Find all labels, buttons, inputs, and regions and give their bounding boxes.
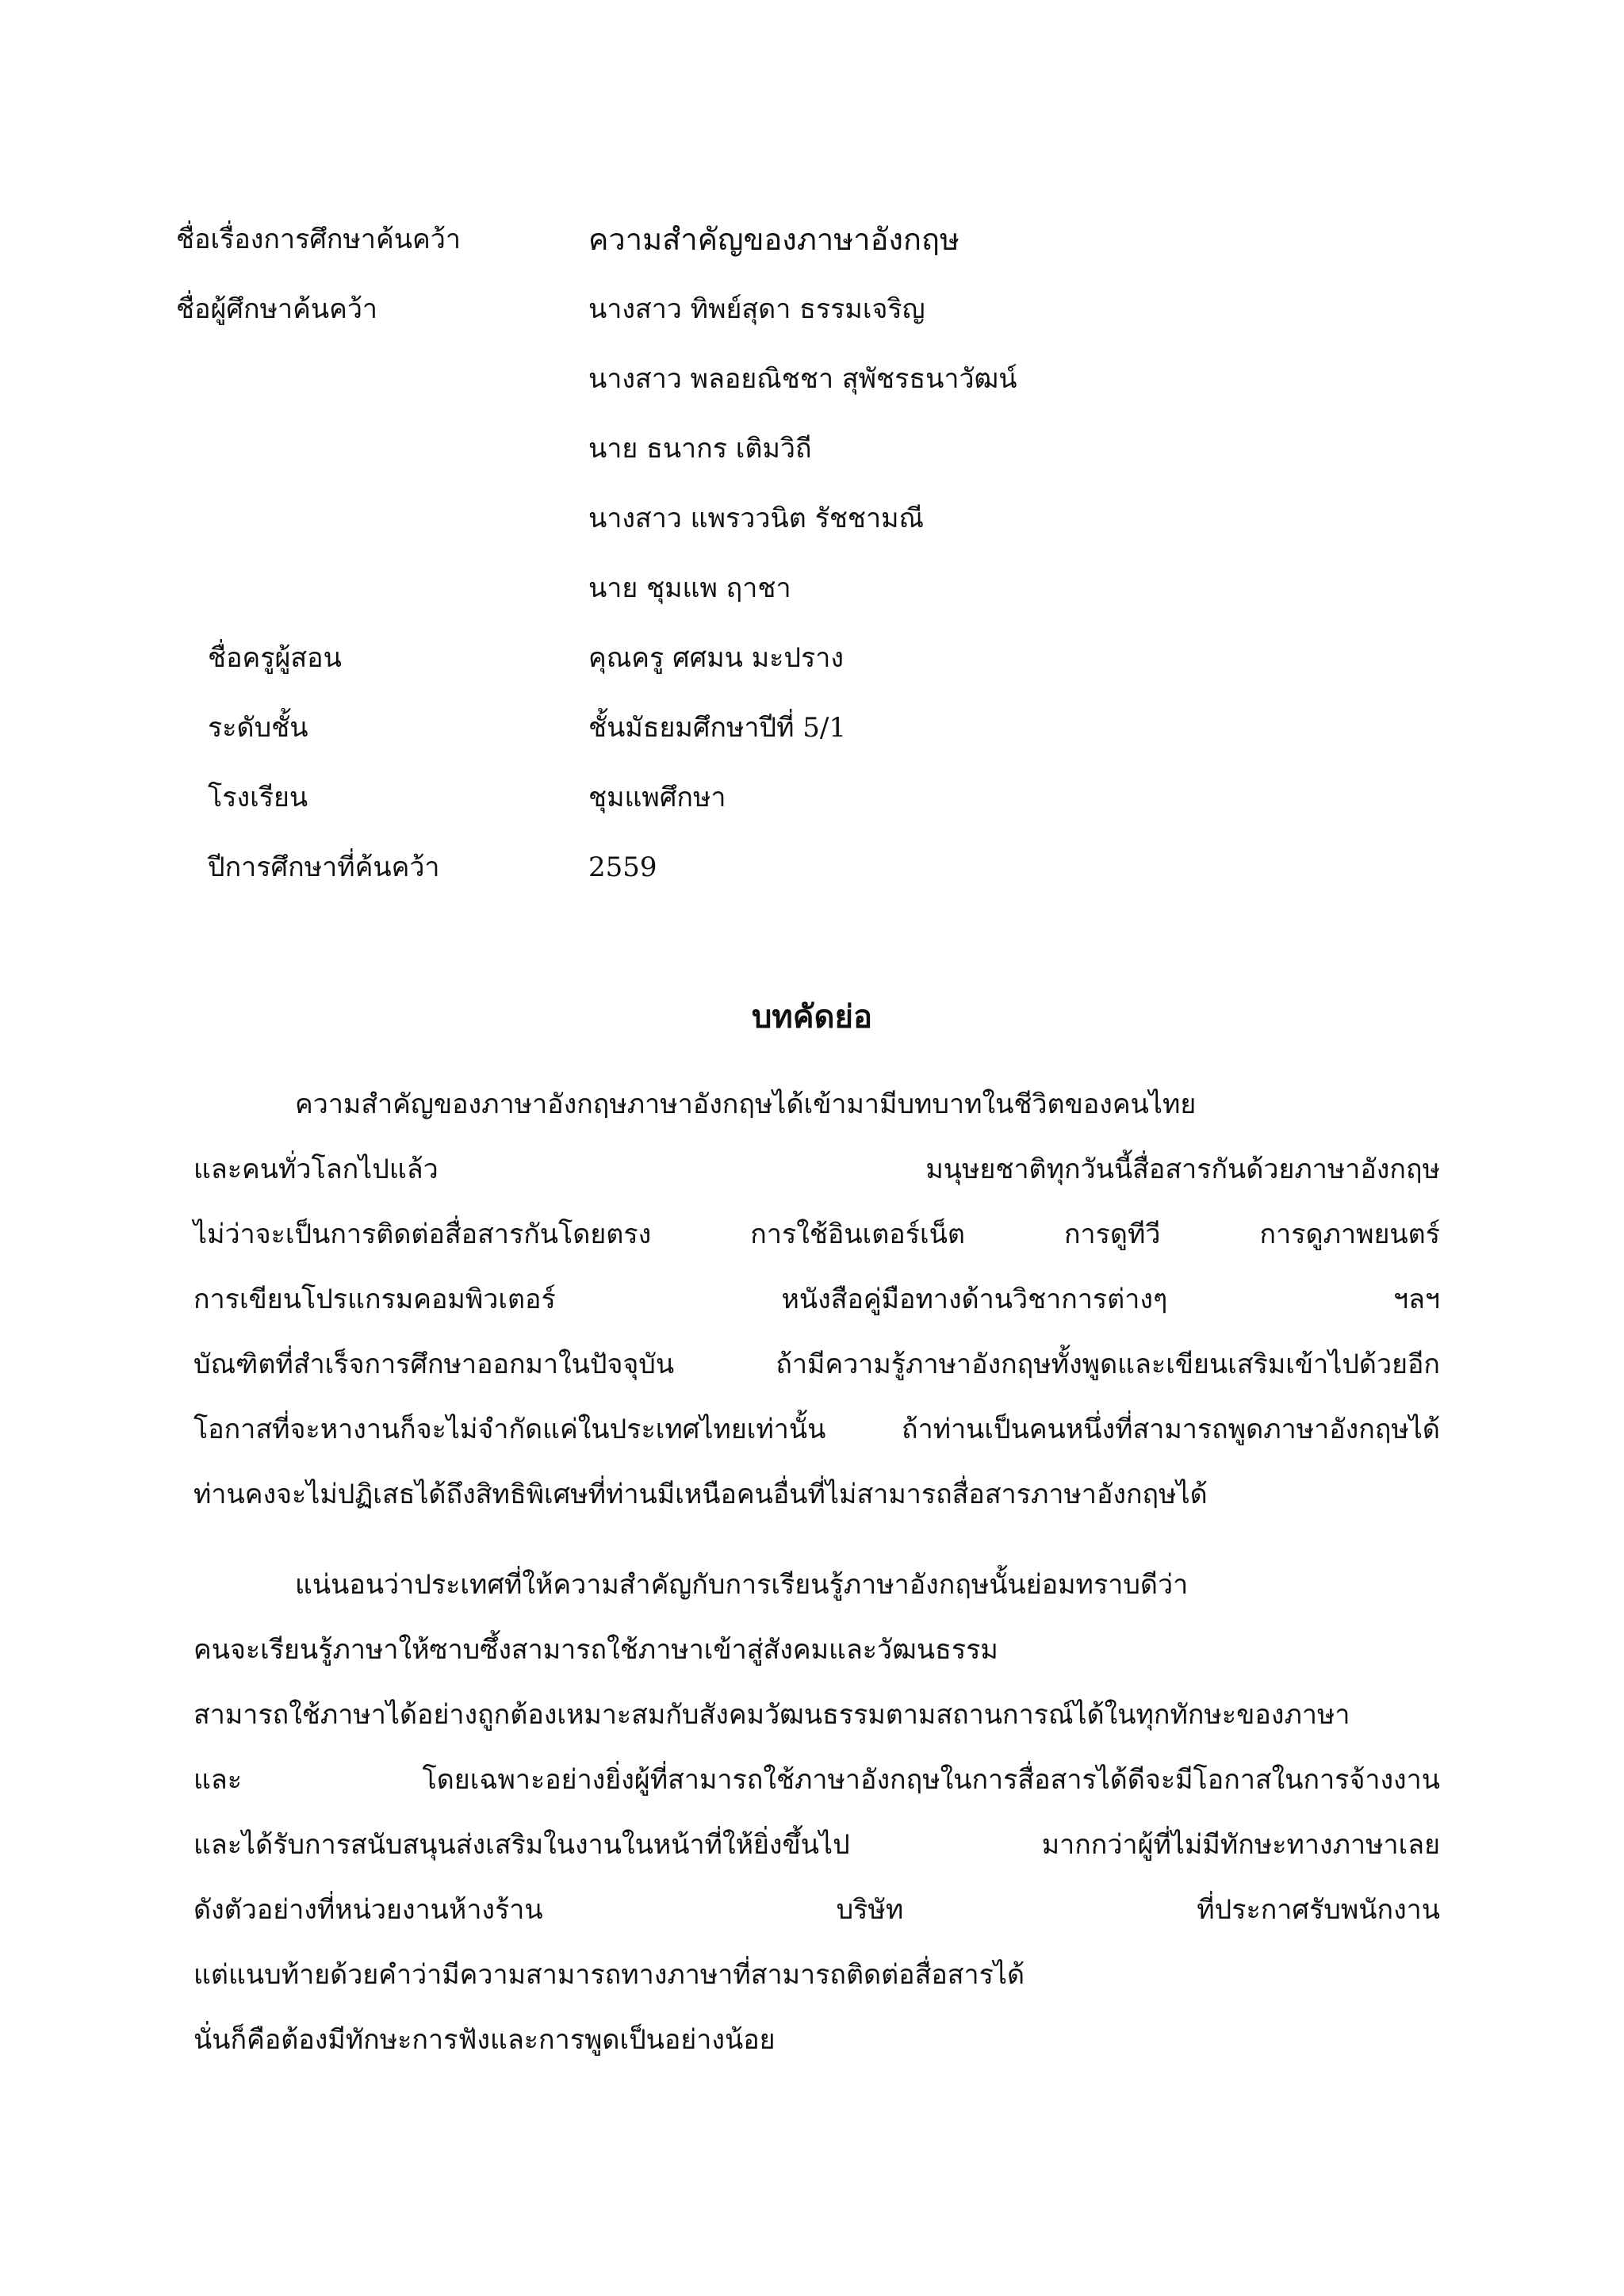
abstract-paragraph-2: [193, 1552, 1440, 2072]
level-value: ชั้นมัธยมศึกษาปีที่ 5/1: [588, 712, 847, 744]
topic-value: ความสำคัญของภาษาอังกฤษ: [588, 222, 960, 257]
abstract-paragraph-1: [193, 1072, 1440, 1527]
school-value: ชุมแพศึกษา: [588, 782, 726, 813]
text-line: บัณฑิตที่สำเร็จการศึกษาออกมาในปัจจุบัน ถ้ามีความรู้ภาษาอังกฤษทั้งพูดและเขียนเสริมเข้าไปด้วยอีก: [193, 1349, 1440, 1380]
text-line: ไม่ว่าจะเป็นการติดต่อสื่อสารกันโดยตรง การใช้อินเตอร์เน็ต การดูทีวี การดูภาพยนตร์: [193, 1219, 1440, 1250]
level-label: ระดับชั้น: [208, 712, 308, 744]
researcher-name: นาย ชุมแพ ฤาชา: [588, 572, 791, 604]
text-line: โอกาสที่จะหางานก็จะไม่จำกัดแค่ในประเทศไทยเท่านั้น ถ้าท่านเป็นคนหนึ่งที่สามารถพูดภาษาอังกฤษได้: [193, 1414, 1440, 1445]
researcher-name: นาย ธนากร เติมวิถี: [588, 433, 812, 465]
text-line: และ โดยเฉพาะอย่างยิ่งผู้ที่สามารถใช้ภาษาอังกฤษในการสื่อสารได้ดีจะมีโอกาสในการจ้างงาน: [193, 1764, 1440, 1796]
researcher-row-2: [176, 344, 1445, 414]
researcher-row-3: [176, 414, 1445, 484]
text-line: และได้รับการสนับสนุนส่งเสริมในงานในหน้าที่ให้ยิ่งขึ้นไป มากกว่าผู้ที่ไม่มีทักษะทางภาษาเลย: [193, 1829, 1440, 1861]
text-line: แน่นอนว่าประเทศที่ให้ความสำคัญกับการเรียนรู้ภาษาอังกฤษนั้นย่อมทราบดีว่า: [295, 1569, 1189, 1601]
text-line: คนจะเรียนรู้ภาษาให้ซาบซึ้งสามารถใช้ภาษาเข้าสู่สังคมและวัฒนธรรม: [193, 1634, 998, 1666]
researcher-name: นางสาว พลอยณิชชา สุพัชรธนาวัฒน์: [588, 363, 1017, 395]
text-line: นั่นก็คือต้องมีทักษะการฟังและการพูดเป็นอย่างน้อย: [193, 2024, 776, 2056]
abstract-title: บทคัดย่อ: [752, 998, 872, 1035]
researcher-row-1: [176, 274, 1445, 344]
year-label: ปีการศึกษาที่ค้นคว้า: [208, 851, 440, 883]
text-line: และคนทั่วโลกไปแล้ว มนุษยชาติทุกวันนี้สื่อสารกันด้วยภาษาอังกฤษ: [193, 1154, 1440, 1185]
text-line: แต่แนบท้ายด้วยคำว่ามีความสามารถทางภาษาที่สามารถติดต่อสื่อสารได้: [193, 1959, 1025, 1991]
year-row: [176, 832, 1445, 902]
teacher-label: ชื่อครูผู้สอน: [208, 642, 342, 674]
topic-label: ชื่อเรื่องการศึกษาค้นคว้า: [176, 224, 461, 255]
research-metadata: [176, 205, 1445, 902]
year-value: 2559: [588, 851, 657, 883]
school-label: โรงเรียน: [208, 782, 308, 813]
teacher-row: [176, 623, 1445, 693]
researcher-row-5: [176, 553, 1445, 623]
text-line: ความสำคัญของภาษาอังกฤษภาษาอังกฤษได้เข้ามามีบทบาทในชีวิตของคนไทย: [295, 1089, 1197, 1120]
researcher-name: นางสาว แพรววนิต รัชชามณี: [588, 503, 925, 534]
researchers-label: ชื่อผู้ศึกษาค้นคว้า: [176, 293, 378, 325]
researcher-row-4: [176, 484, 1445, 553]
researcher-name: นางสาว ทิพย์สุดา ธรรมเจริญ: [588, 293, 925, 325]
text-line: สามารถใช้ภาษาได้อย่างถูกต้องเหมาะสมกับสังคมวัฒนธรรมตามสถานการณ์ได้ในทุกทักษะของภาษา: [193, 1699, 1350, 1731]
level-row: [176, 693, 1445, 763]
text-line: ดังตัวอย่างที่หน่วยงานห้างร้าน บริษัท ที่ประกาศรับพนักงาน: [193, 1894, 1440, 1926]
text-line: ท่านคงจะไม่ปฏิเสธได้ถึงสิทธิพิเศษที่ท่านมีเหนือคนอื่นที่ไม่สามารถสื่อสารภาษาอังกฤษได้: [193, 1479, 1208, 1510]
school-row: [176, 763, 1445, 832]
topic-row: [176, 205, 1445, 274]
teacher-value: คุณครู ศศมน มะปราง: [588, 642, 844, 674]
abstract-body: [193, 1072, 1440, 2098]
text-line: การเขียนโปรแกรมคอมพิวเตอร์ หนังสือคู่มือทางด้านวิชาการต่างๆ ฯลฯ: [193, 1284, 1440, 1315]
